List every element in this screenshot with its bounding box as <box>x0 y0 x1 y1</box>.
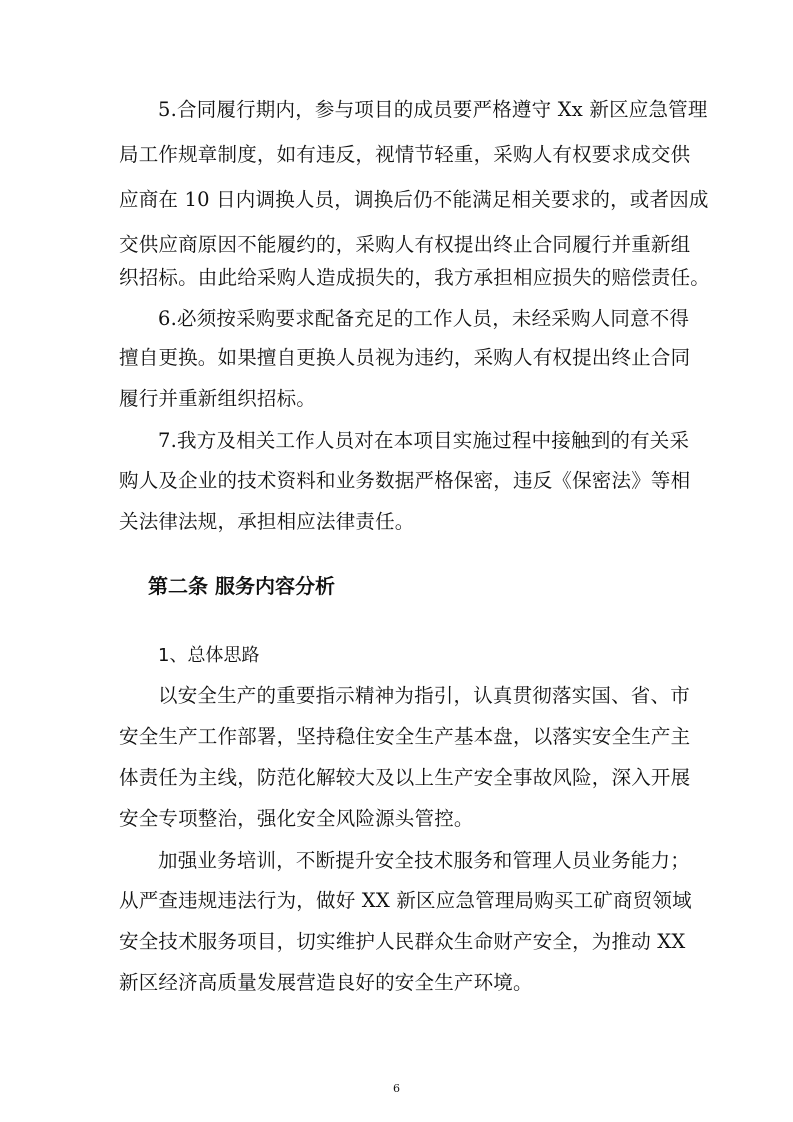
body-paragraph-a-line-2: 安全生产工作部署，坚持稳住安全生产基本盘，以落实安全生产主 <box>119 725 691 748</box>
paragraph-5-line-5: 织招标。由此给采购人造成损失的，我方承担相应损失的赔偿责任。 <box>119 266 711 289</box>
paragraph-6-line-3: 履行并重新组织招标。 <box>119 387 317 410</box>
section-heading: 第二条 服务内容分析 <box>148 574 335 598</box>
paragraph-5-line-2: 局工作规章制度，如有违反，视情节轻重，采购人有权要求成交供 <box>119 143 691 166</box>
body-paragraph-b-line-2: 从严查违规违法行为，做好 XX 新区应急管理局购买工矿商贸领域 <box>119 889 692 912</box>
body-paragraph-a-line-3: 体责任为主线，防范化解较大及以上生产安全事故风险，深入开展 <box>119 766 691 789</box>
paragraph-5-line-1: 5.合同履行期内，参与项目的成员要严格遵守 Xx 新区应急管理 <box>158 98 708 121</box>
paragraph-7-line-1: 7.我方及相关工作人员对在本项目实施过程中接触到的有关采 <box>158 429 690 452</box>
paragraph-7-line-2: 购人及企业的技术资料和业务数据严格保密，违反《保密法》等相 <box>119 469 691 492</box>
paragraph-7-line-3: 关法律法规，承担相应法律责任。 <box>119 510 415 533</box>
paragraph-5-line-4: 交供应商原因不能履约的，采购人有权提出终止合同履行并重新组 <box>119 233 691 256</box>
body-paragraph-b-line-3: 安全技术服务项目，切实维护人民群众生命财产安全，为推动 XX <box>119 930 686 953</box>
subsection-heading: 1、总体思路 <box>158 645 260 666</box>
paragraph-6-line-1: 6.必须按采购要求配备充足的工作人员，未经采购人同意不得 <box>158 307 690 330</box>
body-paragraph-b-line-4: 新区经济高质量发展营造良好的安全生产环境。 <box>119 971 533 994</box>
body-paragraph-a-line-1: 以安全生产的重要指示精神为指引，认真贯彻落实国、省、市 <box>158 684 690 707</box>
body-paragraph-b-line-1: 加强业务培训，不断提升安全技术服务和管理人员业务能力； <box>158 849 690 872</box>
paragraph-5-line-3: 应商在 10 日内调换人员，调换后仍不能满足相关要求的，或者因成 <box>119 188 709 211</box>
page-number: 6 <box>393 1082 400 1095</box>
body-paragraph-a-line-4: 安全专项整治，强化安全风险源头管控。 <box>119 807 474 830</box>
paragraph-6-line-2: 擅自更换。如果擅自更换人员视为违约，采购人有权提出终止合同 <box>119 346 691 369</box>
